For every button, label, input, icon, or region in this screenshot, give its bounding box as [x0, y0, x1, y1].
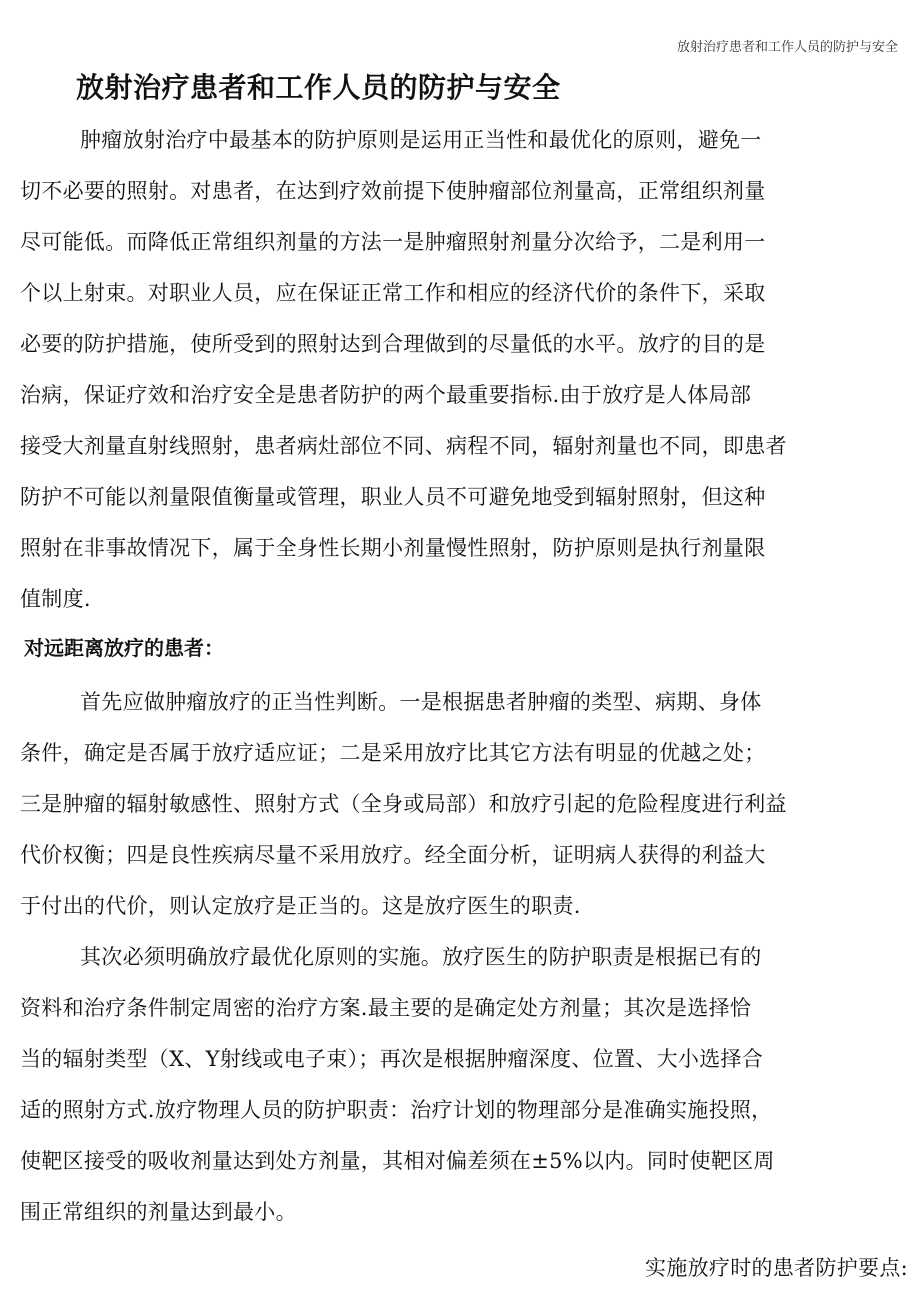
paragraph-line: 个以上射束。对职业人员，应在保证正常工作和相应的经济代价的条件下，采取	[20, 281, 766, 305]
paragraph-line: 值制度.	[20, 587, 91, 611]
paragraph-line: 接受大剂量直射线照射，患者病灶部位不同、病程不同，辐射剂量也不同，即患者	[20, 434, 787, 458]
paragraph-line: 必要的防护措施，使所受到的照射达到合理做到的尽量低的水平。放疗的目的是	[20, 332, 766, 356]
paragraph-line: 三是肿瘤的辐射敏感性、照射方式（全身或局部）和放疗引起的危险程度进行利益	[20, 792, 787, 816]
paragraph-line: 适的照射方式.放疗物理人员的防护职责：治疗计划的物理部分是准确实施投照，	[20, 1098, 773, 1122]
paragraph-line: 代价权衡；四是良性疾病尽量不采用放疗。经全面分析，证明病人获得的利益大	[20, 843, 766, 867]
section-subheading: 对远距离放疗的患者：	[24, 636, 224, 660]
paragraph-line: 防护不可能以剂量限值衡量或管理，职业人员不可避免地受到辐射照射，但这种	[20, 485, 766, 509]
paragraph-line: 条件，确定是否属于放疗适应证；二是采用放疗比其它方法有明显的优越之处；	[20, 741, 766, 765]
paragraph-line: 治病，保证疗效和治疗安全是患者防护的两个最重要指标.由于放疗是人体局部	[20, 383, 752, 407]
next-section-lead: 实施放疗时的患者防护要点:	[645, 1256, 908, 1280]
paragraph-line: 于付出的代价，则认定放疗是正当的。这是放疗医生的职责.	[20, 894, 581, 918]
document-title: 放射治疗患者和工作人员的防护与安全	[76, 71, 561, 104]
paragraph-line: 使靶区接受的吸收剂量达到处方剂量，其相对偏差须在±5%以内。同时使靶区周	[20, 1149, 775, 1173]
paragraph-line: 首先应做肿瘤放疗的正当性判断。一是根据患者肿瘤的类型、病期、身体	[80, 690, 762, 714]
paragraph-line: 照射在非事故情况下，属于全身性长期小剂量慢性照射，防护原则是执行剂量限	[20, 536, 766, 560]
paragraph-line: 切不必要的照射。对患者，在达到疗效前提下使肿瘤部位剂量高，正常组织剂量	[20, 179, 766, 203]
paragraph-line: 资料和治疗条件制定周密的治疗方案.最主要的是确定处方剂量；其次是选择恰	[20, 996, 752, 1020]
paragraph-line: 尽可能低。而降低正常组织剂量的方法一是肿瘤照射剂量分次给予，二是利用一	[20, 230, 766, 254]
paragraph-line: 肿瘤放射治疗中最基本的防护原则是运用正当性和最优化的原则，避免一	[80, 128, 762, 152]
paragraph-line: 围正常组织的剂量达到最小。	[20, 1200, 297, 1224]
paragraph-line: 其次必须明确放疗最优化原则的实施。放疗医生的防护职责是根据已有的	[80, 945, 762, 969]
paragraph-line: 当的辐射类型（X、Y射线或电子束）；再次是根据肿瘤深度、位置、大小选择合	[20, 1047, 764, 1071]
running-header: 放射治疗患者和工作人员的防护与安全	[676, 40, 898, 55]
